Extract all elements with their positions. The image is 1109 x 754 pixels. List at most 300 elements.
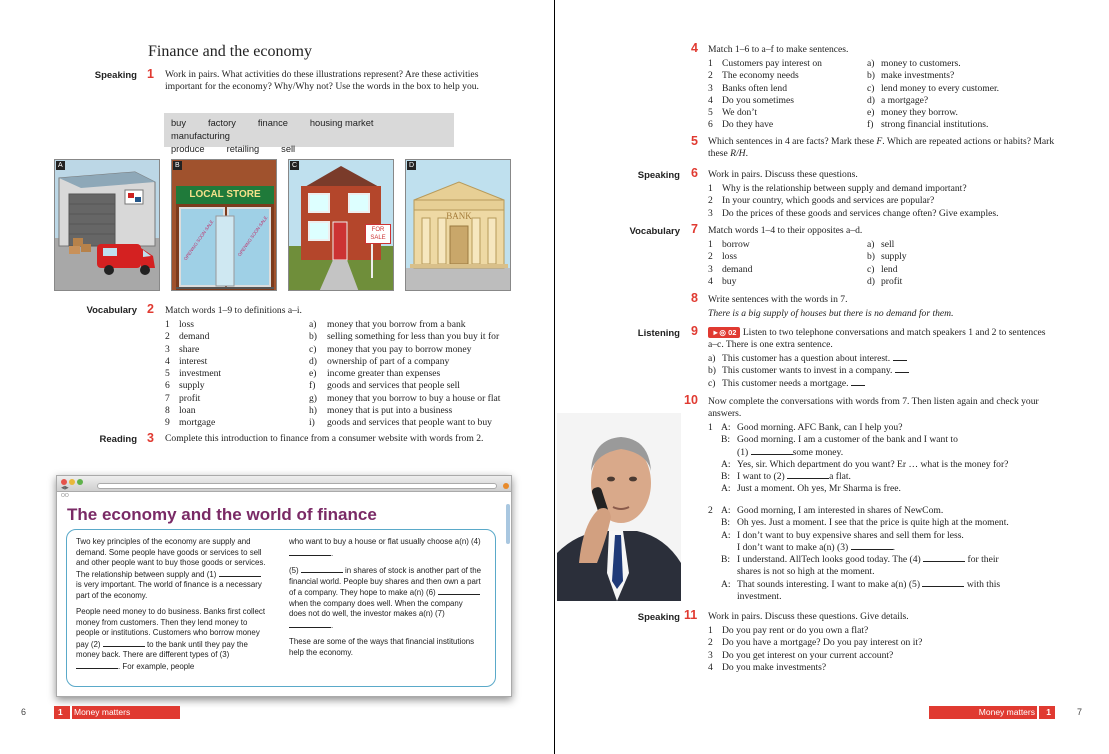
list-item (708, 353, 1048, 365)
businessman-image (557, 413, 681, 601)
exercise-number-3: 3 (147, 431, 154, 445)
item-definition: income greater than expenses (327, 368, 441, 380)
item-end: lend money to every customer. (881, 82, 1000, 94)
text-run: Two key principles of the economy are supply and demand. Some people have goods or services to sell and other people want to buy those goods or services. The relationship between supply and (1) (76, 537, 266, 579)
item-text: Do you get interest on your current account? (722, 649, 894, 661)
gap-blank[interactable] (301, 565, 343, 573)
line-text: Oh yes. Just a moment. I see that the price is quite high at the moment. (737, 517, 1009, 529)
item-letter: f) (867, 119, 874, 131)
item-definition: ownership of part of a company (327, 355, 450, 367)
line-number (708, 579, 721, 591)
list-item (165, 319, 525, 331)
dialogue-line (708, 505, 1108, 517)
dialogue-line (708, 434, 1108, 446)
exercise-9-instructions (708, 327, 1048, 352)
address-bar[interactable] (97, 483, 497, 489)
item-word: loan (179, 405, 196, 417)
text-run: in shares of stock is another part of the financial world. People buy shares and then own a part of a company. They hope to make a(n) (6) (289, 566, 482, 597)
item-letter: c) (867, 82, 875, 94)
exercise-6-instructions: Work in pairs. Discuss these questions. (708, 169, 858, 180)
line-number (708, 471, 721, 483)
item-number: 3 (708, 263, 713, 275)
item-start: The economy needs (722, 70, 799, 82)
gap-blank[interactable] (289, 620, 334, 630)
section-label-speaking: Speaking (637, 612, 680, 623)
for-sale-sign: FOR SALE (365, 224, 391, 244)
text-run: Listen to two telephone conversations and match speakers 1 and 2 to sentences a–c. There is one extra sentence. (708, 327, 1046, 351)
illustration-house-for-sale (288, 159, 394, 291)
businessman-phone-photo (557, 413, 681, 601)
item-word: demand (722, 263, 753, 275)
line-text: I understand. AllTech looks good today. The (4) (737, 554, 921, 566)
list-item (708, 70, 1088, 82)
speaker: A: (721, 483, 731, 495)
item-start: Customers pay interest on (722, 58, 822, 69)
gap-blank[interactable] (923, 554, 965, 562)
illustration-tag: B (175, 162, 180, 169)
page-number: 7 (1077, 707, 1083, 717)
item-number: 2 (708, 251, 713, 263)
item-letter: i) (309, 417, 315, 429)
text-run: R/H (730, 148, 746, 160)
item-letter: b) (309, 331, 317, 343)
line-number (708, 483, 721, 495)
text-run: is very important. The world of finance is a necessary part of the economy. (76, 580, 262, 600)
right-page (555, 0, 1109, 754)
list-item (708, 239, 1008, 251)
line-number (708, 566, 721, 578)
list-item (708, 650, 1088, 662)
item-number: 8 (165, 405, 170, 417)
item-opposite: lend (881, 263, 898, 275)
conversation-2 (708, 505, 1108, 603)
item-word: loss (722, 251, 737, 263)
browser-toolbar (57, 476, 511, 492)
item-number: 2 (708, 195, 713, 207)
speaker: B: (721, 471, 731, 483)
answer-blank[interactable] (851, 378, 865, 386)
item-word: borrow (722, 239, 750, 250)
list-item (708, 208, 1088, 220)
item-number: 1 (708, 239, 713, 250)
text-run: who want to buy a house or flat usually choose a(n) (4) (289, 537, 481, 546)
speaker: A: (721, 458, 731, 470)
line-number (708, 517, 721, 529)
list-item (165, 417, 525, 429)
question-list (708, 183, 1088, 220)
list-item (708, 276, 1008, 288)
list-item (708, 378, 1048, 390)
speaker (721, 542, 737, 554)
paragraph (289, 565, 481, 631)
item-number: 2 (165, 331, 170, 343)
item-definition: goods and services that people sell (327, 380, 460, 392)
exercise-number-11: 11 (684, 608, 698, 622)
gap-blank[interactable] (76, 661, 118, 669)
item-word: supply (179, 380, 205, 392)
line-text: Yes, sir. Which department do you want? Er … what is the money for? (737, 458, 1009, 470)
item-letter: c) (708, 377, 716, 389)
opposites-list (708, 239, 1008, 288)
exercise-number-4: 4 (691, 41, 698, 55)
section-label-listening: Listening (637, 328, 680, 339)
unit-number: 1 (1046, 707, 1051, 717)
gap-blank[interactable] (219, 569, 261, 577)
illustration-factory (54, 159, 160, 291)
page-title: Finance and the economy (148, 43, 312, 60)
speaker: A: (721, 578, 731, 590)
line-number (708, 554, 721, 566)
paragraph (289, 637, 481, 658)
example-sentence: There is a big supply of houses but there is no demand for them. (708, 308, 954, 319)
exercise-number-6: 6 (691, 166, 698, 180)
item-start: Banks often lend (722, 82, 788, 94)
exercise-number-10: 10 (684, 393, 698, 407)
exercise-1-instructions: Work in pairs. What activities do these illustrations represent? Are these activities important for the economy? Why/Why not? Use the words in the box to help you. (165, 69, 479, 93)
exercise-5-instructions (708, 136, 1063, 161)
item-letter: e) (309, 368, 317, 380)
line-text: Good morning, I am interested in shares of NewCom. (737, 505, 944, 516)
dialogue-line (708, 422, 1108, 434)
speaker (721, 591, 737, 603)
item-number: 3 (708, 82, 713, 94)
speaker (721, 447, 737, 459)
list-item (165, 405, 525, 417)
answer-blank[interactable] (893, 353, 907, 361)
line-text: with this (966, 578, 1001, 590)
rss-icon[interactable] (503, 483, 509, 489)
dialogue-line (708, 483, 1108, 495)
list-item (708, 251, 1008, 263)
line-number (708, 447, 721, 459)
unit-footer-bar (54, 706, 180, 719)
line-text: I don’t want to buy expensive shares and sell them for less. (737, 529, 964, 541)
item-number: 4 (708, 661, 713, 673)
list-item (708, 625, 1088, 637)
illustration-tag: A (58, 162, 63, 169)
text-run: F (876, 136, 883, 147)
word-box-item: buy (171, 118, 186, 128)
list-item (708, 83, 1088, 95)
item-letter: d) (867, 94, 875, 106)
line-text: shares is not so high at the moment. (737, 566, 875, 578)
item-letter: c) (867, 263, 875, 275)
item-number: 3 (165, 343, 170, 355)
item-number: 4 (708, 275, 713, 287)
scrollbar[interactable] (506, 504, 510, 544)
text-run: when the company does well. When the company does not do well, the investor makes a(n) (7) (289, 598, 463, 618)
gap-blank[interactable] (787, 471, 829, 479)
speaker: A: (721, 505, 731, 516)
item-number: 4 (708, 94, 713, 106)
illustration-tag: C (292, 162, 298, 169)
left-page (0, 0, 554, 754)
word-box-item: produce (171, 144, 205, 154)
line-text: Good morning. I am a customer of the bank and I want to (737, 434, 958, 446)
match-list-vocabulary (165, 319, 525, 430)
page-tab-label: OO (61, 493, 69, 499)
text-run: (5) (289, 566, 301, 575)
line-number (708, 542, 721, 554)
dialogue-line (708, 579, 1108, 591)
line-number: 2 (708, 505, 713, 516)
item-text: In your country, which goods and services are popular? (722, 195, 935, 207)
item-end: money they borrow. (881, 107, 958, 119)
list-item (708, 195, 1088, 207)
item-opposite: supply (881, 251, 907, 263)
exercise-8-instructions: Write sentences with the words in 7. (708, 294, 848, 305)
exercise-7-instructions: Match words 1–4 to their opposites a–d. (708, 225, 863, 236)
exercise-2-instructions: Match words 1–9 to definitions a–i. (165, 305, 302, 316)
item-text: Why is the relationship between supply and demand important? (722, 183, 967, 194)
page-number: 6 (21, 707, 27, 717)
item-letter: h) (309, 405, 317, 417)
item-letter: b) (867, 70, 875, 82)
dialogue-line (708, 459, 1108, 471)
item-end: make investments? (881, 70, 955, 82)
paragraph (76, 607, 268, 672)
item-start: Do you sometimes (722, 94, 794, 106)
footer-divider (1037, 706, 1039, 719)
audio-track-number: 02 (728, 328, 737, 337)
item-definition: goods and services that people want to buy (327, 417, 492, 429)
unit-title: Money matters (74, 707, 131, 717)
item-text: This customer wants to invest in a company. (722, 365, 893, 377)
conversation-1 (708, 422, 1108, 496)
dialogue-line (708, 517, 1108, 529)
window-minimize-dot[interactable] (69, 479, 75, 485)
item-letter: b) (708, 365, 716, 377)
item-number: 6 (165, 380, 170, 392)
item-number: 1 (708, 625, 713, 636)
item-definition: money that you pay to borrow money (327, 343, 472, 355)
list-item (165, 368, 525, 380)
item-number: 9 (165, 417, 170, 429)
exercise-11-instructions: Work in pairs. Discuss these questions. Give details. (708, 611, 909, 622)
line-text: some money. (792, 446, 844, 458)
list-item (708, 637, 1088, 649)
exercise-number-2: 2 (147, 302, 154, 316)
line-number (708, 530, 721, 542)
item-word: interest (179, 355, 208, 367)
word-box-item: sell (281, 144, 296, 154)
line-text: I want to (2) (737, 471, 785, 483)
list-item (165, 380, 525, 392)
exercise-number-8: 8 (691, 291, 698, 305)
item-letter: d) (867, 275, 875, 287)
window-zoom-dot[interactable] (77, 479, 83, 485)
dialogue-line (708, 554, 1108, 566)
text-run: These are some of the ways that financial institutions help the economy. (289, 637, 475, 657)
list-item (708, 183, 1088, 195)
section-label-speaking: Speaking (94, 70, 137, 81)
section-label-vocabulary: Vocabulary (86, 305, 137, 316)
item-definition: money that you borrow from a bank (327, 319, 466, 330)
item-text: This customer has a question about interest. (722, 353, 891, 364)
nav-back-icon[interactable]: ◀▶ (61, 485, 69, 491)
item-text: Do you pay rent or do you own a flat? (722, 625, 869, 636)
store-sticker: OPENING SOON SALE (182, 219, 215, 262)
article-column-2 (289, 537, 481, 658)
gap-blank[interactable] (289, 548, 334, 558)
item-opposite: profit (881, 275, 903, 287)
line-text: That sounds interesting. I want to make a(n) (5) (737, 578, 921, 590)
item-definition: money that is put into a business (327, 405, 453, 417)
line-text: for their (967, 554, 999, 566)
paragraph (289, 537, 481, 559)
line-number: 1 (708, 422, 713, 433)
dialogue-line (708, 591, 1108, 603)
gap-blank[interactable] (851, 542, 893, 550)
list-item (708, 264, 1008, 276)
item-letter: a) (708, 353, 716, 364)
store-sign: LOCAL STORE (189, 189, 261, 200)
list-item (708, 95, 1088, 107)
item-letter: a) (309, 319, 317, 330)
listening-options (708, 353, 1048, 390)
item-word: share (179, 343, 200, 355)
list-item (165, 393, 525, 405)
item-letter: d) (309, 355, 317, 367)
paragraph (76, 537, 268, 601)
item-definition: selling something for less than you buy it for (327, 331, 500, 343)
item-text: Do you have a mortgage? Do you pay interest on it? (722, 637, 923, 649)
speaker: A: (721, 529, 731, 541)
item-word: loss (179, 319, 194, 330)
section-label-speaking: Speaking (637, 170, 680, 181)
item-definition: money that you borrow to buy a house or flat (327, 392, 501, 404)
item-number: 7 (165, 392, 170, 404)
item-number: 1 (708, 183, 713, 194)
word-box-item: factory (208, 118, 236, 128)
word-box-item: finance (257, 118, 288, 128)
exercise-number-1: 1 (147, 67, 154, 81)
store-sticker: OPENING SOON SALE (236, 215, 269, 258)
dialogue-line (708, 530, 1108, 542)
word-box (164, 113, 454, 154)
item-text: This customer needs a mortgage. (722, 377, 849, 389)
dialogue-line (708, 566, 1108, 578)
gap-blank[interactable] (438, 587, 480, 595)
exercise-4-instructions: Match 1–6 to a–f to make sentences. (708, 44, 849, 55)
word-box-item: retailing (226, 144, 260, 154)
list-item (708, 365, 1048, 377)
line-text: . (892, 541, 895, 553)
line-text: Good morning. AFC Bank, can I help you? (737, 422, 903, 433)
list-item (165, 344, 525, 356)
line-number (708, 459, 721, 471)
text-run: . For example, people (118, 661, 195, 671)
list-item (165, 356, 525, 368)
unit-title: Money matters (978, 707, 1035, 717)
item-number: 2 (708, 70, 713, 82)
item-number: 4 (165, 355, 170, 367)
item-letter: a) (867, 58, 875, 69)
text-run: to the bank until they pay the money back. There are different types of (3) (76, 639, 248, 659)
item-word: investment (179, 368, 222, 380)
item-word: buy (722, 275, 737, 287)
list-item (708, 662, 1088, 674)
item-number: 1 (708, 58, 713, 69)
bank-sign: BANK (446, 211, 472, 221)
item-start: We don’t (722, 107, 758, 119)
line-text: Just a moment. Oh yes, Mr Sharma is free. (737, 483, 901, 495)
item-letter: e) (867, 107, 875, 119)
line-number (708, 434, 721, 446)
item-opposite: sell (881, 239, 895, 250)
text-run: . (745, 148, 748, 160)
item-word: mortgage (179, 417, 216, 429)
question-list (708, 625, 1088, 674)
item-number: 6 (708, 119, 713, 131)
item-start: Do they have (722, 119, 774, 131)
speaker: B: (721, 434, 731, 446)
item-letter: g) (309, 392, 317, 404)
exercise-number-9: 9 (691, 324, 698, 338)
text-run: . (331, 548, 334, 558)
bank-image (406, 160, 511, 291)
illustration-local-store (171, 159, 277, 291)
dialogue-line (708, 471, 1108, 483)
exercise-10-instructions: Now complete the conversations with words from 7. Then listen again and check your answers. (708, 396, 1039, 420)
item-text: Do you make investments? (722, 661, 827, 673)
item-number: 2 (708, 637, 713, 649)
line-text: (1) (737, 446, 749, 458)
item-letter: a) (867, 239, 875, 250)
answer-blank[interactable] (895, 365, 909, 373)
gap-blank[interactable] (922, 579, 964, 587)
illustration-bank (405, 159, 511, 291)
item-word: demand (179, 331, 210, 343)
item-end: money to customers. (881, 58, 961, 69)
audio-track-badge[interactable]: ►◎ 02 (708, 327, 740, 338)
text-run: People need money to do business. Banks first collect money from customers. Then they lend money to people or institutions. Customers who borrow money pay (2) (76, 607, 266, 649)
item-number: 1 (165, 319, 170, 330)
text-run: . (331, 620, 334, 630)
word-box-item: manufacturing (171, 131, 230, 141)
line-text: I don’t want to make a(n) (3) (737, 541, 849, 553)
item-number: 5 (165, 368, 170, 380)
section-label-vocabulary: Vocabulary (629, 226, 680, 237)
gap-blank[interactable] (751, 447, 793, 455)
item-letter: b) (867, 251, 875, 263)
dialogue-line (708, 542, 1108, 554)
list-item (708, 107, 1088, 119)
item-number: 3 (708, 207, 713, 219)
article-column-1 (76, 537, 268, 672)
exercise-3-instructions: Complete this introduction to finance from a consumer website with words from 2. (165, 433, 484, 444)
exercise-number-7: 7 (691, 222, 698, 236)
item-letter: c) (309, 343, 317, 355)
speaker: A: (721, 422, 731, 433)
item-number: 5 (708, 107, 713, 119)
dialogue-line (708, 447, 1108, 459)
speaker (721, 566, 737, 578)
line-text: investment. (737, 591, 782, 603)
line-text: a flat. (829, 471, 851, 483)
item-number: 3 (708, 649, 713, 661)
text-run: . Which are repeated actions or habits? Mark these (708, 136, 1055, 160)
text-run: Which sentences in 4 are facts? Mark these (708, 136, 877, 147)
item-end: strong financial institutions. (881, 119, 989, 131)
item-end: a mortgage? (881, 94, 929, 106)
item-word: profit (179, 392, 201, 404)
unit-number: 1 (58, 707, 63, 717)
speaker: B: (721, 517, 731, 529)
website-window (56, 475, 512, 697)
item-text: Do the prices of these goods and services change often? Give examples. (722, 207, 999, 219)
gap-blank[interactable] (103, 639, 145, 647)
